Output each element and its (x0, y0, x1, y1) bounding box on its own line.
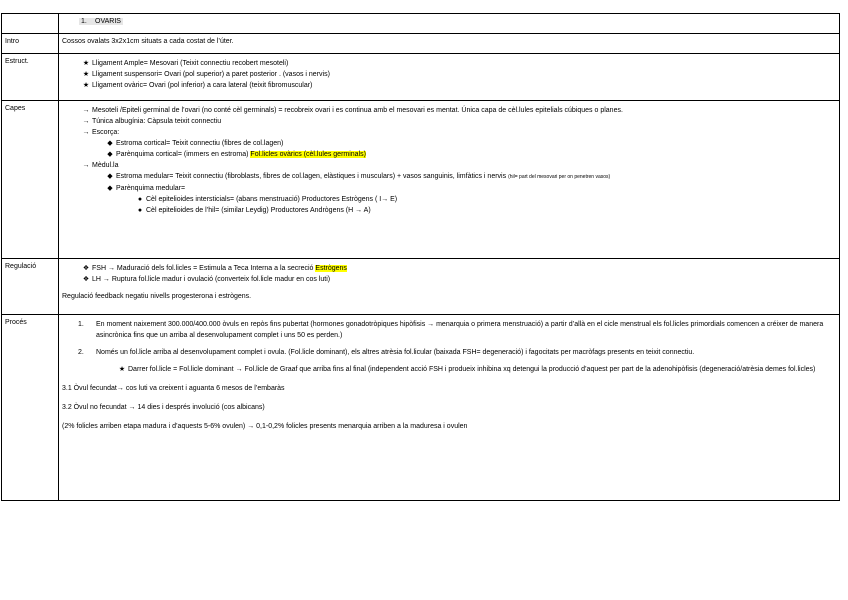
list-item (62, 319, 836, 341)
section-title-text: OVARIS (95, 18, 121, 25)
proces-text: Només un fol.licle arriba al desenvolupament complet i ovula. (Fol.licle dominant), els altres atrèsia fol.licular (baixada FSH= degeneració) i fagocitats per macròfags presents en teixit connectiu. (96, 349, 695, 356)
diamond-outline-bullet-icon: ❖ (82, 265, 90, 272)
arrow-bullet-icon: → (82, 118, 90, 125)
highlighted-text: Estrògens (315, 265, 347, 272)
capes-text: Estroma medular= Teixit connectiu (fibroblasts, fibres de col.lagen, elàstiques i musculars) + vasos sanguinis, limfàtics i nervis (116, 173, 507, 180)
dot-bullet-icon: ● (137, 207, 143, 214)
regulacio-cell (59, 259, 840, 315)
capes-cell (59, 101, 840, 259)
capes-text: Mesoteli /Epiteli germinal de l’ovari (no conté cèl germinals) = recobreix ovari i es continua amb el mesovari es mentat. Única capa de cèl.lules epitelials cúbiques o planes. (92, 107, 623, 114)
item-number: 1. (78, 321, 84, 328)
capes-text: Parènquima cortical= (immers en estroma) (116, 151, 249, 158)
list-item (62, 205, 836, 216)
list-item (62, 80, 836, 91)
title-row (2, 14, 840, 34)
star-bullet-icon: ★ (118, 366, 126, 373)
star-bullet-icon: ★ (82, 82, 90, 89)
capes-text: Mèdul.la (92, 162, 119, 169)
list-item (62, 105, 836, 116)
capes-text: Parènquima medular= (116, 185, 186, 192)
small-note: (hil= part del mesovari per on penetren vasos) (508, 174, 611, 180)
list-item (62, 347, 836, 358)
proces-cell (59, 315, 840, 501)
row-label-estruct: Estruct. (2, 54, 59, 101)
regulacio-text: FSH → Maduració dels fol.licles = Estimula a Teca Interna a la secreció (92, 265, 314, 272)
section-number: 1. (81, 18, 87, 25)
estruct-item: Lligament suspensori= Ovari (pol superior) a paret posterior . (vasos i nervis) (92, 71, 330, 78)
capes-text: Cèl epitelioides intersticials= (abans menstruació) Productores Estrògens ( I→ E) (146, 196, 398, 203)
proces-text: Darrer fol.licle = Fol.licle dominant → Fol.licle de Graaf que arriba fins al final (independent acció FSH i produeix inhibina xq detengui la producció d’aquest per part de la adenohipòfisis (degeneració/atrèsia demes fol.licles) (128, 366, 816, 373)
list-item (62, 116, 836, 127)
arrow-bullet-icon: → (82, 162, 90, 169)
estruct-item: Lligament ovàric= Ovari (pol inferior) a cara lateral (teixit fibromuscular) (92, 82, 313, 89)
title-cell (59, 14, 840, 34)
list-item (62, 364, 836, 375)
list-item (62, 160, 836, 171)
arrow-bullet-icon: → (82, 129, 90, 136)
arrow-bullet-icon: → (82, 107, 90, 114)
diamond-bullet-icon: ◆ (107, 151, 113, 158)
capes-text: Túnica albugínia: Càpsula teixit connectiu (92, 118, 222, 125)
list-item (62, 127, 836, 138)
row-label-intro: Intro (2, 34, 59, 54)
proces-row (2, 315, 840, 501)
star-bullet-icon: ★ (82, 60, 90, 67)
capes-row (2, 101, 840, 259)
estruct-item: Lligament Ample= Mesovari (Teixit connectiu recobert mesoteli) (92, 60, 289, 67)
intro-text: Cossos ovalats 3x2x1cm situats a cada costat de l’úter. (59, 34, 840, 54)
list-item (62, 194, 836, 205)
diamond-bullet-icon: ◆ (107, 140, 113, 147)
capes-text: Estroma cortical= Teixit connectiu (fibres de col.lagen) (116, 140, 284, 147)
list-item (62, 58, 836, 69)
list-item (62, 263, 836, 274)
star-bullet-icon: ★ (82, 71, 90, 78)
highlighted-text: Fol.licles ovàrics (cèl.lules germinals) (250, 151, 366, 158)
diamond-outline-bullet-icon: ❖ (82, 276, 90, 283)
regulacio-feedback: Regulació feedback negatiu nivells progesterona i estrògens. (62, 293, 252, 300)
capes-text: Cèl epitelioides de l’hil= (similar Leydig) Productores Andrògens (H → A) (146, 207, 371, 214)
list-item (62, 183, 836, 194)
list-item (62, 171, 836, 183)
estruct-row (2, 54, 840, 101)
capes-text: Escorça: (92, 129, 120, 136)
intro-row (2, 34, 840, 54)
regulacio-row (2, 259, 840, 315)
proces-text: En moment naixement 300.000/400.000 òvuls en repòs fins pubertat (hormones gonadotròpiques hipòfisis → menarquia o primera menstruació) a partir d’allà en el cicle menstrual els fol.licles primordials comencen a créixer de manera asincrònica fins que un arriba al desenvolupament complet i uns 50 es perden.) (96, 321, 824, 339)
dot-bullet-icon: ● (137, 196, 143, 203)
list-item (62, 274, 836, 285)
item-number: 2. (78, 349, 84, 356)
proces-paragraph: 3.2 Òvul no fecundat → 14 dies i després involució (cos albicans) (62, 404, 265, 411)
list-item (62, 149, 836, 160)
list-item (62, 69, 836, 80)
proces-paragraph: 3.1 Òvul fecundat→ cos luti va creixent i aguanta 6 mesos de l’embaràs (62, 385, 285, 392)
estruct-cell (59, 54, 840, 101)
row-label-regulacio: Regulació (2, 259, 59, 315)
regulacio-text: LH → Ruptura fol.licle madur i ovulació (converteix fol.licle madur en cos luti) (92, 276, 331, 283)
notes-table (1, 13, 840, 501)
title-label-cell (2, 14, 59, 34)
section-title (79, 18, 123, 25)
list-item (62, 138, 836, 149)
row-label-capes: Capes (2, 101, 59, 259)
diamond-bullet-icon: ◆ (107, 173, 113, 180)
proces-note: (2% folicles arriben etapa madura i d’aquests 5-6% ovulen) → 0,1-0,2% folicles presents menarquia arriben a la maduresa i ovulen (62, 423, 468, 430)
row-label-proces: Procés (2, 315, 59, 501)
diamond-bullet-icon: ◆ (107, 185, 113, 192)
